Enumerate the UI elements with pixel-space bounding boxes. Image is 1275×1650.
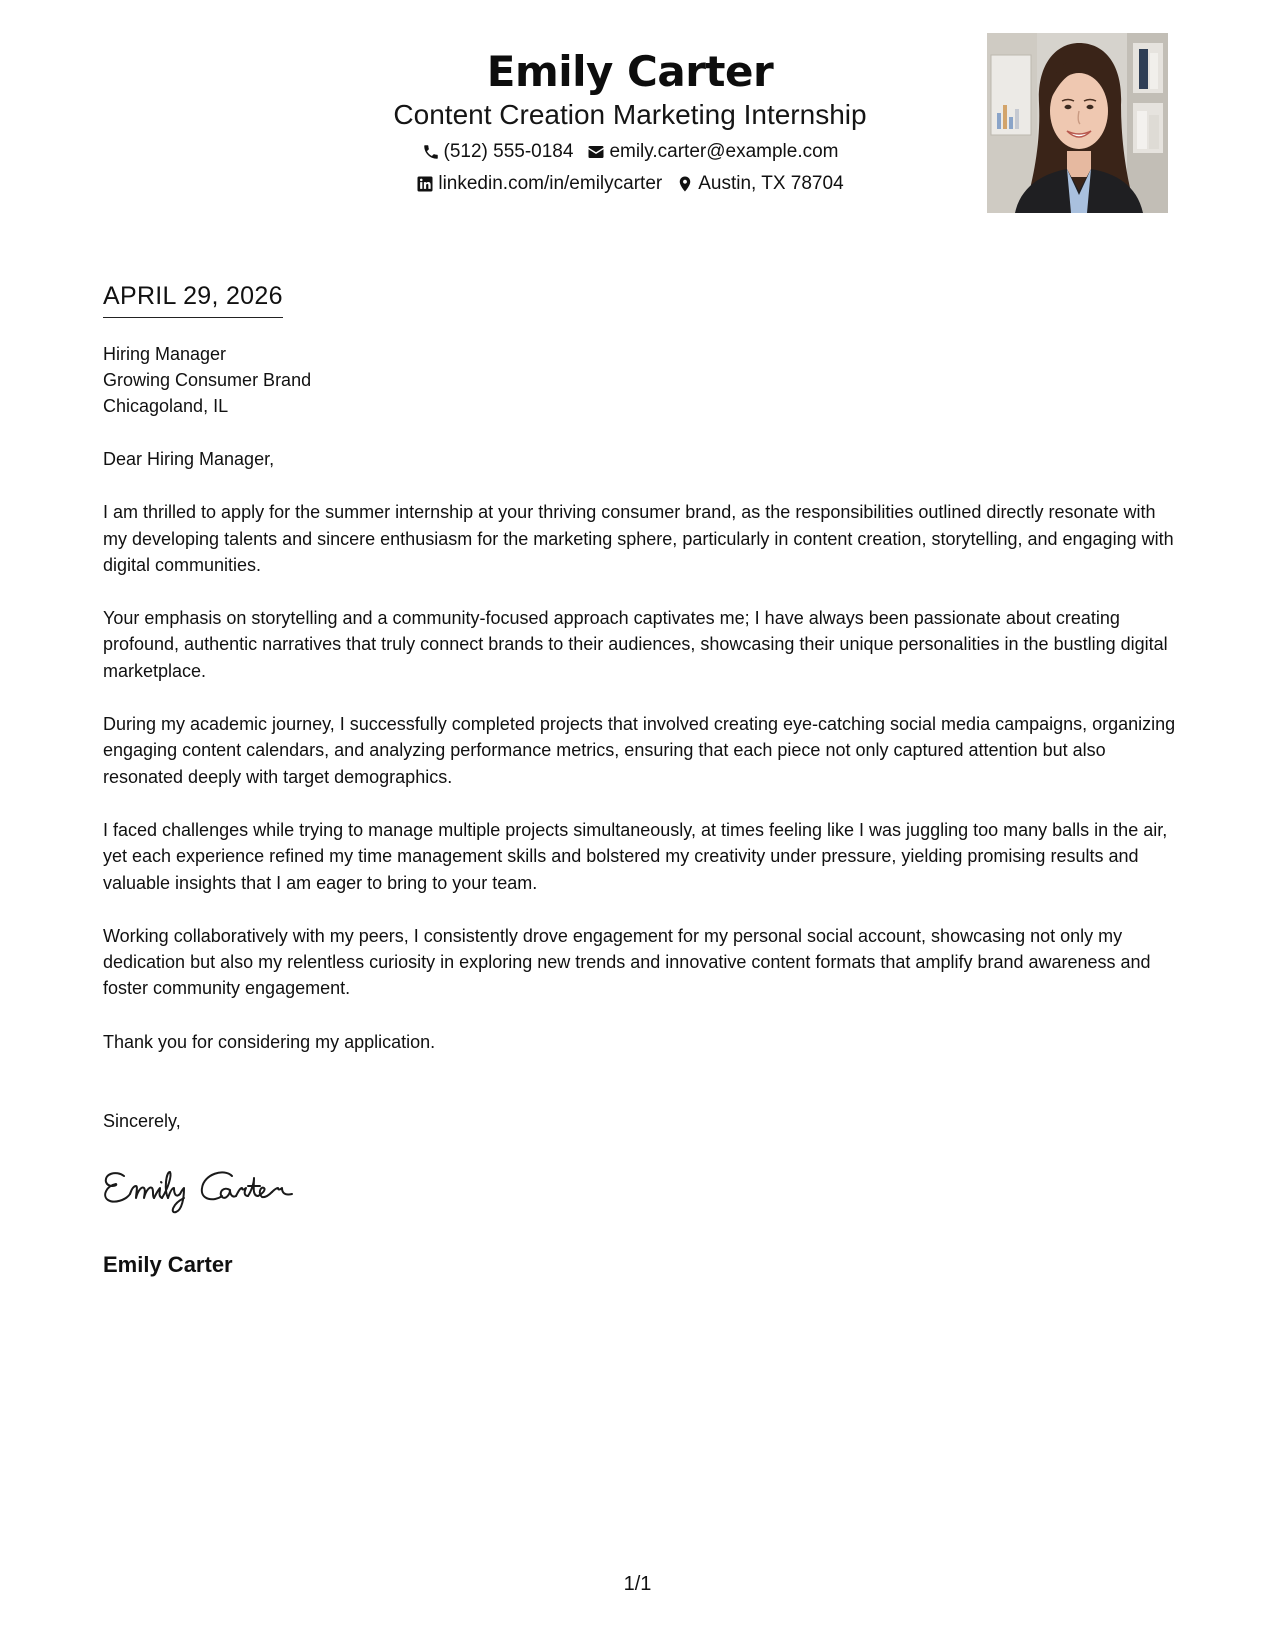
- closing-phrase: Sincerely,: [103, 1111, 181, 1131]
- linkedin-contact[interactable]: [416, 172, 662, 196]
- thanks-line: Thank you for considering my application.: [103, 1031, 436, 1052]
- signer-name: Emily Carter: [103, 1252, 233, 1277]
- location-text: Austin, TX 78704: [698, 173, 844, 194]
- phone-icon: [422, 143, 440, 161]
- envelope-icon: [587, 143, 605, 161]
- applicant-name: Emily Carter: [486, 47, 774, 96]
- recipient-title: Hiring Manager: [103, 344, 227, 364]
- letter-date: APRIL 29, 2026: [103, 281, 283, 318]
- recipient-company: Growing Consumer Brand: [103, 370, 312, 390]
- letter-body: [103, 446, 1178, 1082]
- page-number: 1/1: [623, 1573, 652, 1595]
- email-contact[interactable]: [587, 140, 838, 164]
- letter-header: [300, 46, 960, 196]
- linkedin-icon: [416, 175, 434, 193]
- location-pin-icon: [676, 175, 694, 193]
- location-contact: [676, 172, 843, 196]
- recipient-location: Chicagoland, IL: [103, 396, 229, 416]
- contact-line-primary: [300, 140, 960, 164]
- body-paragraph: I am thrilled to apply for the summer internship at your thriving consumer brand, as the responsibilities outlined directly resonate with my developing talents and sincere enthusiasm for the marketing sphere, particularly in content creation, storytelling, and engaging with digital communities.: [103, 502, 1174, 575]
- body-paragraph: During my academic journey, I successfully completed projects that involved creating eye-catching social media campaigns, organizing engaging content calendars, and analyzing performance metrics, ensuring that each piece not only captured attention but also resonated deeply with target demographics.: [103, 714, 1176, 787]
- phone-contact: [422, 140, 574, 164]
- email-text[interactable]: emily.carter@example.com: [609, 141, 839, 162]
- handwritten-signature: [100, 1160, 320, 1220]
- salutation: Dear Hiring Manager,: [103, 449, 275, 469]
- applicant-role: Content Creation Marketing Internship: [393, 99, 867, 130]
- applicant-photo: [987, 33, 1168, 213]
- linkedin-text[interactable]: linkedin.com/in/emilycarter: [438, 173, 663, 194]
- body-paragraph: I faced challenges while trying to manage multiple projects simultaneously, at times feeling like I was juggling too many balls in the air, yet each experience refined my time management skills and bolstered my creativity under pressure, yielding promising results and valuable insights that I am eager to bring to your team.: [103, 819, 1168, 893]
- contact-line-secondary: [300, 172, 960, 196]
- body-paragraph: Your emphasis on storytelling and a community-focused approach captivates me; I have always been passionate about creating profound, authentic narratives that truly connect brands to their audiences, showcasing their unique personalities in the bustling digital marketplace.: [103, 608, 1168, 681]
- recipient-block: [103, 341, 311, 419]
- body-paragraph: Working collaboratively with my peers, I consistently drove engagement for my personal social account, showcasing not only my dedication but also my relentless curiosity in exploring new trends and innovative content formats that amplify brand awareness and foster community engagement.: [103, 925, 1151, 999]
- phone-text: (512) 555-0184: [443, 141, 574, 162]
